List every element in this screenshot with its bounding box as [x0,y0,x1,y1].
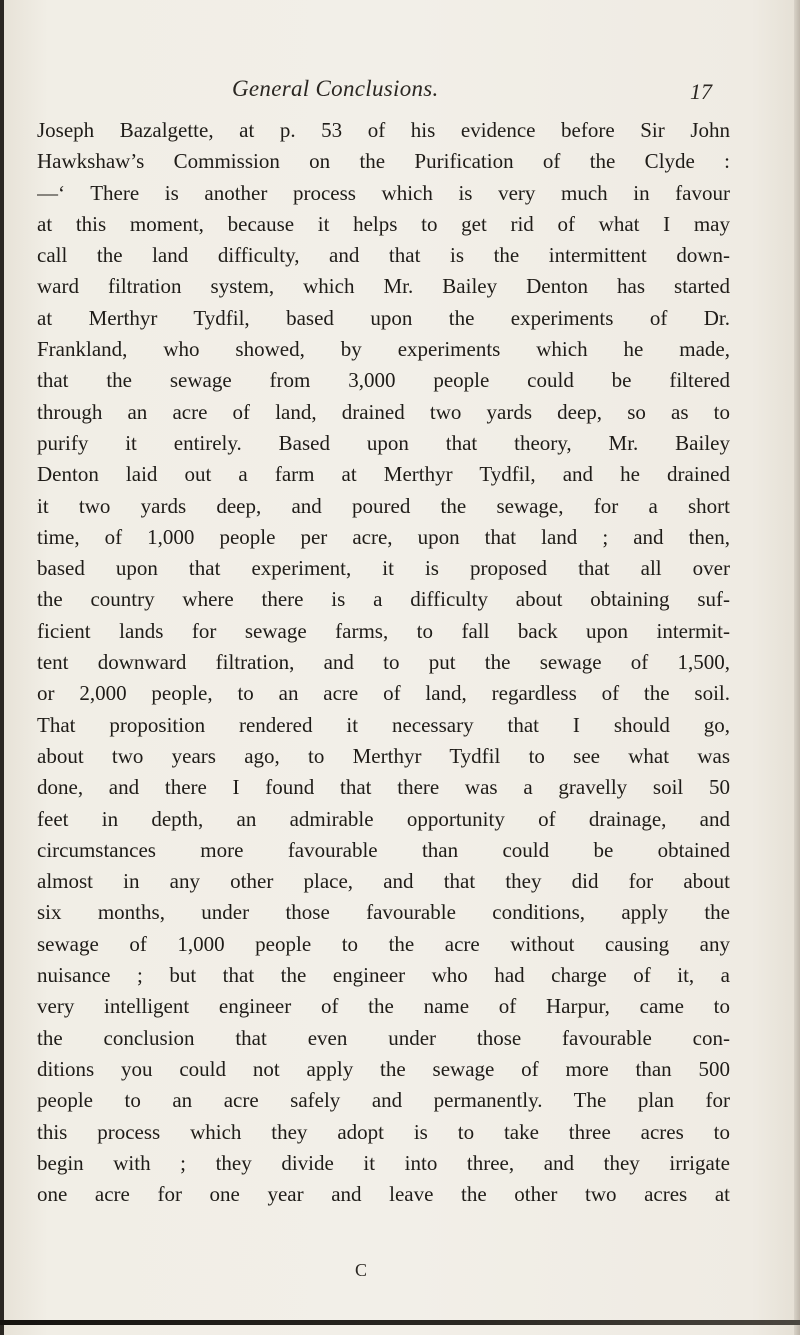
text-line: the country where there is a difficulty about obtaining suf- [37,587,730,612]
text-line: That proposition rendered it necessary that I should go, [37,712,730,737]
text-line: it two yards deep, and poured the sewage, for a short [37,493,730,518]
body-text [37,115,732,1210]
text-line: —‘ There is another process which is very much in favour [37,180,730,205]
text-line: done, and there I found that there was a gravelly soil 50 [37,775,730,800]
text-line: the conclusion that even under those favourable con- [37,1025,730,1050]
text-line: based upon that experiment, it is proposed that all over [37,556,730,581]
text-line: call the land difficulty, and that is the intermittent down- [37,243,730,268]
text-line: Joseph Bazalgette, at p. 53 of his evidence before Sir John [37,118,730,142]
text-line: ficient lands for sewage farms, to fall back upon intermit- [37,618,730,643]
text-line: at Merthyr Tydfil, based upon the experiments of Dr. [37,305,730,330]
text-line: circumstances more favourable than could be obtained [37,837,730,862]
text-line: tent downward filtration, and to put the sewage of 1,500, [37,650,730,675]
text-line: about two years ago, to Merthyr Tydfil to see what was [37,743,730,768]
running-title: General Conclusions. [232,76,439,101]
text-line: very intelligent engineer of the name of Harpur, came to [37,994,730,1019]
text-line: Denton laid out a farm at Merthyr Tydfil, and he drained [37,462,730,487]
text-line: or 2,000 people, to an acre of land, regardless of the soil. [37,681,730,706]
text-line: through an acre of land, drained two yards deep, so as to [37,399,730,424]
text-line: Hawkshaw’s Commission on the Purification of the Clyde : [37,149,730,174]
page-right-edge [794,0,800,1335]
text-line: one acre for one year and leave the other two acres at [37,1182,730,1207]
page-bottom-rule [0,1320,800,1325]
signature-mark: C [355,1260,368,1280]
text-line: this process which they adopt is to take three acres to [37,1119,730,1144]
text-line: almost in any other place, and that they did for about [37,869,730,894]
text-line: sewage of 1,000 people to the acre without causing any [37,931,730,956]
text-line: begin with ; they divide it into three, and they irrigate [37,1150,730,1175]
text-line: feet in depth, an admirable opportunity of drainage, and [37,806,730,831]
page-gutter-edge [0,0,4,1335]
text-line: Frankland, who showed, by experiments which he made, [37,337,730,362]
text-line: that the sewage from 3,000 people could be filtered [37,368,730,393]
text-line: time, of 1,000 people per acre, upon that land ; and then, [37,524,730,549]
text-line: nuisance ; but that the engineer who had charge of it, a [37,963,730,988]
text-line: ditions you could not apply the sewage of more than 500 [37,1056,730,1081]
text-line: ward filtration system, which Mr. Bailey Denton has started [37,274,730,299]
text-line: six months, under those favourable conditions, apply the [37,900,730,925]
running-head [0,76,800,110]
text-line: at this moment, because it helps to get rid of what I may [37,211,730,236]
text-line: purify it entirely. Based upon that theory, Mr. Bailey [37,430,730,455]
text-line: people to an acre safely and permanently. The plan for [37,1088,730,1113]
page-number: 17 [690,79,712,104]
